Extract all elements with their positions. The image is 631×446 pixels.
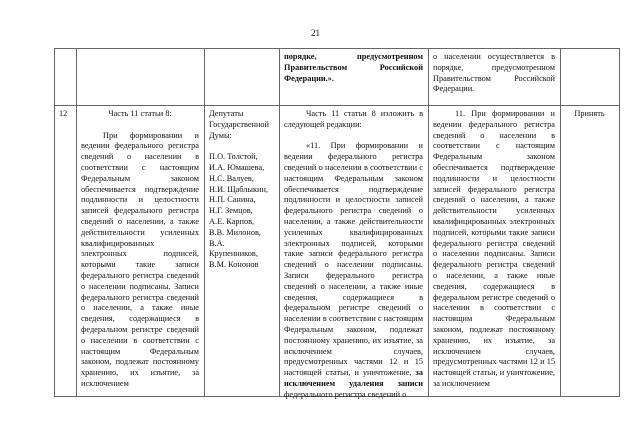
author-name: В.М. Кононов: [209, 260, 259, 270]
amendment-tail: федерального регистра сведений о: [284, 389, 407, 399]
new-text-cell: [429, 106, 561, 397]
author-cell: [205, 106, 280, 397]
amendment-text: «11. При формировании и ведении федерального регистра сведений о населении в соответствии с настоящим Федеральным законом обеспечивается подтверждение подлинности и целостности записей федерального регистра сведений о населении, а также действительности усиленных квалифицированных электронных подписей, которыми такие записи федерального регистра сведений о населении подписаны. Записи федерального регистра сведений о населении, а также иные сведения, содержащиеся в федеральном регистре сведений о населении в соответствии с настоящим Федеральным законом, подлежат постоянному хранению, их изъятие, за исключением случаев, предусмотренных частями 12 и 15 настоящей статьи, и уничтожение,: [284, 141, 423, 378]
author-name: П.О. Толстой,: [209, 152, 258, 162]
current-text-cell: [77, 49, 205, 106]
current-text-cell: [77, 106, 205, 397]
decision-cell: [561, 49, 620, 106]
author-name: Н.С. Валуев,: [209, 173, 254, 183]
decision-cell: Принять: [561, 106, 620, 397]
new-text-body: 11. При формировании и ведении федерального регистра сведений о населении в соответствии с настоящим Федеральным законом обеспечивается подтверждение подлинности и целостности записей федерального регистра сведений о населении, а также действительности усиленных квалифицированных электронных подписей, которыми такие записи федерального регистра сведений о населении подписаны. Записи федерального регистра сведений о населении, а также иные сведения, содержащиеся в федеральном регистре сведений о населении в соответствии с настоящим Федеральным законом, подлежат постоянному хранению, их изъятие, за исключением случаев, предусмотренных частями 12 и 15 настоящей статьи, и уничтожение, за исключением: [433, 109, 555, 388]
amendment-bold-text: за исключением удаления записи: [284, 368, 423, 388]
amendment-heading: Часть 11 статьи 8 изложить в следующей редакции:: [284, 109, 423, 129]
author-cell: [205, 49, 280, 106]
page-number: 21: [311, 28, 320, 38]
author-name: Н.П. Санина,: [209, 195, 256, 205]
current-text-heading: Часть 11 статьи 8:: [108, 109, 172, 118]
author-name: Н.И. Щаблыкин,: [209, 184, 268, 194]
amendment-body: [284, 141, 423, 400]
amendment-cell: порядке, предусмотренном Правительством Российской Федерации.».: [280, 49, 429, 106]
author-name: В.В. Милонов,: [209, 227, 261, 237]
table-row: [55, 106, 620, 397]
table-row: [55, 49, 620, 106]
amendment-cell: [280, 106, 429, 397]
author-name: Н.Г. Земцов,: [209, 206, 253, 216]
author-name: И.А. Юмашева,: [209, 162, 265, 172]
row-number: 12: [55, 106, 77, 397]
current-text-body: При формировании и ведении федерального регистра сведений о населении в соответствии с настоящим Федеральным законом обеспечивается подтверждение подлинности и целостности записей федерального регистра сведений о населении, а также действительности усиленных квалифицированных электронных подписей, которыми такие записи федерального регистра сведений о населении подписаны. Записи федерального регистра сведений о населении, а также иные сведения, содержащиеся в федеральном регистре сведений о населении в соответствии с настоящим Федеральным законом, подлежат постоянному хранению, их изъятие, за исключением: [81, 130, 199, 388]
new-text-cell: о населении осуществляется в порядке, предусмотренном Правительством Российской Федерации.: [429, 49, 561, 106]
author-name: А.Е. Карпов,: [209, 216, 255, 226]
author-heading: Депутаты Государственной Думы:: [209, 109, 270, 140]
amendments-table: [54, 48, 620, 397]
row-number: [55, 49, 77, 106]
author-name: В.А. Крупенников,: [209, 238, 258, 259]
